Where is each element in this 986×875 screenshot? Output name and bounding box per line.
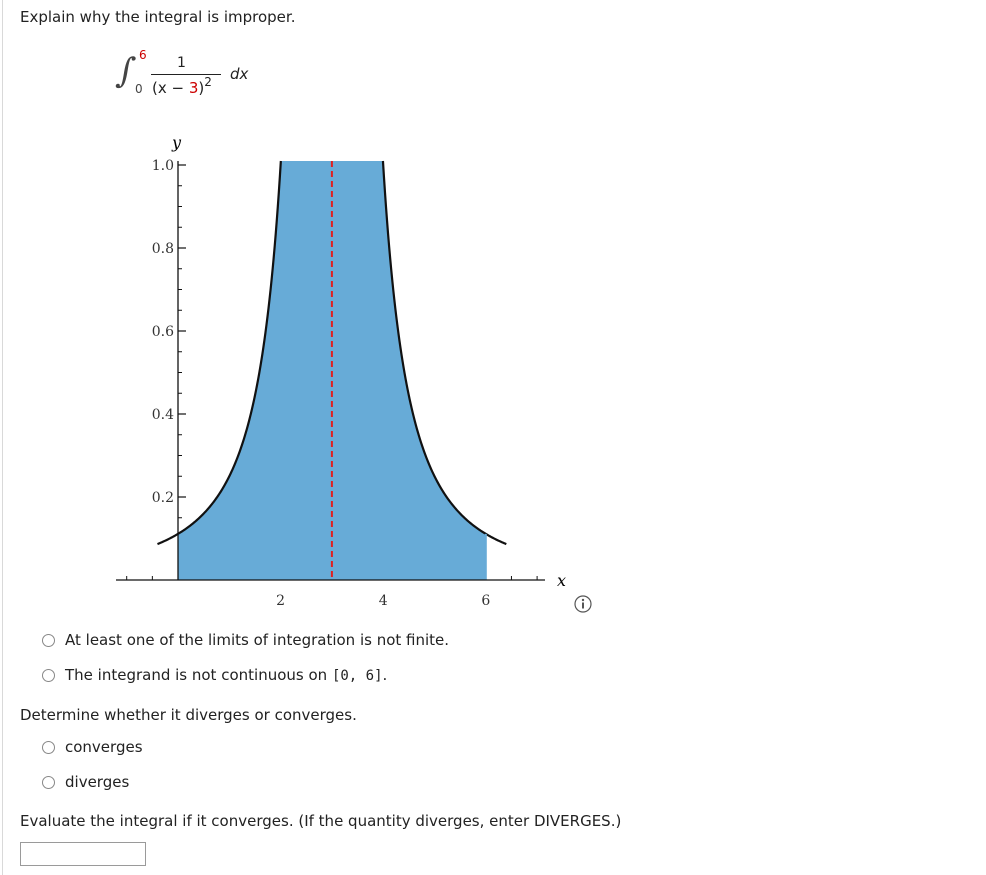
choice-converges[interactable] [42, 738, 143, 756]
choice-text: The integrand is not continuous on [65, 666, 332, 684]
den-exponent: 2 [204, 75, 212, 89]
choice-limits-not-finite[interactable] [42, 631, 449, 649]
integral-upper-limit: 6 [139, 48, 147, 62]
x-tick-label: 6 [481, 593, 491, 609]
fraction-numerator: 1 [177, 55, 186, 71]
y-axis-label: y [172, 133, 182, 152]
integral-sign: ∫ [114, 51, 138, 91]
choice-label: diverges [65, 773, 130, 791]
answer-input[interactable] [20, 842, 146, 866]
y-tick-label: 0.4 [151, 407, 174, 423]
question-evaluate-prompt: Evaluate the integral if it converges. (If the quantity diverges, enter DIVERGES.) [20, 812, 622, 830]
choice-label [65, 666, 387, 684]
y-tick-label: 1.0 [151, 158, 174, 174]
radio-button[interactable] [42, 669, 55, 682]
x-axis-label: x [557, 571, 567, 590]
info-icon[interactable] [574, 595, 592, 613]
den-close: ) [198, 79, 205, 97]
question-determine-prompt: Determine whether it diverges or converges. [20, 706, 357, 724]
x-tick-labels [276, 593, 490, 609]
y-tick-labels [152, 158, 174, 506]
differential-dx: dx [230, 65, 249, 83]
y-tick-label: 0.8 [151, 241, 174, 257]
den-open: (x − [152, 79, 189, 97]
choice-text: At least one of the limits of integration is not finite. [65, 631, 450, 649]
x-tick-label: 4 [378, 593, 388, 609]
radio-button[interactable] [42, 634, 55, 647]
radio-button[interactable] [42, 741, 55, 754]
integral-lower-limit: 0 [135, 82, 143, 96]
question-explain-prompt: Explain why the integral is improper. [20, 8, 296, 26]
y-tick-label: 0.6 [151, 324, 174, 340]
radio-button[interactable] [42, 776, 55, 789]
choice-diverges[interactable] [42, 773, 129, 791]
y-tick-label: 0.2 [151, 490, 174, 506]
choice-period: . [382, 666, 388, 684]
choice-not-continuous[interactable] [42, 666, 387, 684]
choice-label: converges [65, 738, 143, 756]
choice-label [65, 631, 449, 649]
den-three: 3 [188, 79, 199, 97]
choice-interval: [0, 6] [331, 668, 383, 684]
x-tick-label: 2 [276, 593, 286, 609]
